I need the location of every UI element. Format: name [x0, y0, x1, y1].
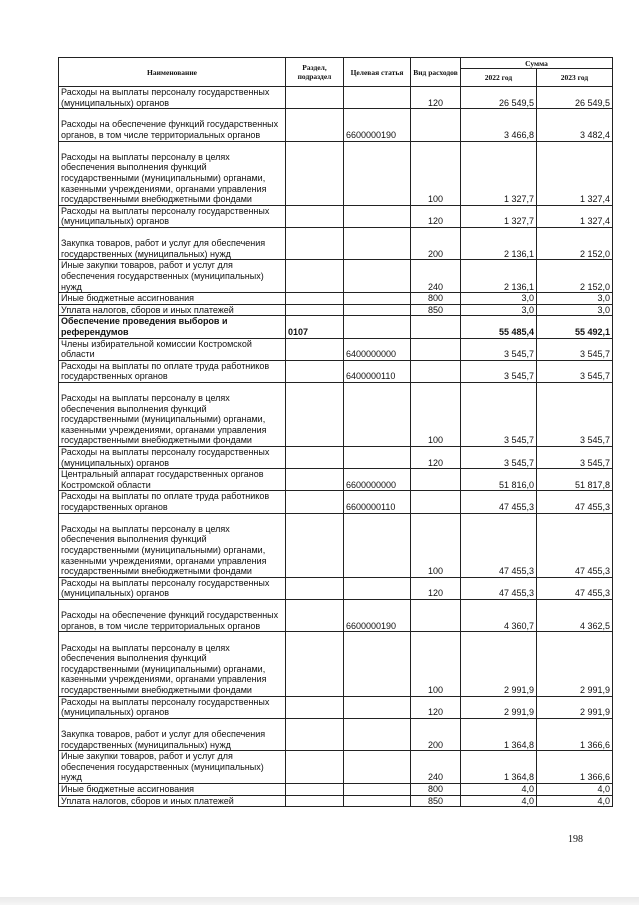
row-sum-2023-cell: 3 545,7 — [537, 338, 613, 360]
row-article-cell — [344, 696, 411, 718]
row-type-cell — [411, 469, 461, 491]
row-article-cell — [344, 205, 411, 227]
table-row — [59, 316, 613, 338]
row-sum-2023-cell: 1 366,6 — [537, 751, 613, 784]
header-year-2022: 2022 год — [461, 69, 537, 87]
table-row — [59, 696, 613, 718]
row-type-cell: 100 — [411, 141, 461, 205]
row-name-cell: Расходы на выплаты персоналу государственных (муниципальных) органов — [59, 205, 286, 227]
row-type-cell: 800 — [411, 293, 461, 305]
table-row — [59, 205, 613, 227]
row-type-cell — [411, 360, 461, 382]
row-section-cell — [286, 783, 344, 795]
row-name-cell: Иные бюджетные ассигнования — [59, 783, 286, 795]
row-name-cell: Расходы на выплаты персоналу государственных (муниципальных) органов — [59, 87, 286, 109]
row-name-cell: Уплата налогов, сборов и иных платежей — [59, 304, 286, 316]
row-name-cell: Иные закупки товаров, работ и услуг для обеспечения государственных (муниципальных) нужд — [59, 751, 286, 784]
row-type-cell — [411, 109, 461, 141]
header-name: Наименование — [59, 58, 286, 87]
row-sum-2023-cell: 3 545,7 — [537, 360, 613, 382]
table-row — [59, 469, 613, 491]
row-sum-2022-cell: 26 549,5 — [461, 87, 537, 109]
row-sum-2023-cell: 1 327,4 — [537, 205, 613, 227]
row-sum-2022-cell: 51 816,0 — [461, 469, 537, 491]
row-name-cell: Расходы на выплаты персоналу в целях обеспечения выполнения функций государственными (муниципальными) органами, казенными учреждениями, органами управления государственными внебюджетными фондами — [59, 141, 286, 205]
row-article-cell: 6600000190 — [344, 109, 411, 141]
row-section-cell — [286, 205, 344, 227]
table-row — [59, 513, 613, 577]
table-header-row — [59, 58, 613, 69]
row-type-cell — [411, 338, 461, 360]
row-sum-2023-cell: 55 492,1 — [537, 316, 613, 338]
row-sum-2023-cell: 51 817,8 — [537, 469, 613, 491]
row-sum-2022-cell: 3,0 — [461, 293, 537, 305]
row-sum-2023-cell: 3,0 — [537, 304, 613, 316]
table-row — [59, 577, 613, 599]
row-article-cell — [344, 783, 411, 795]
row-sum-2022-cell: 3 466,8 — [461, 109, 537, 141]
row-sum-2023-cell: 3,0 — [537, 293, 613, 305]
header-year-2023: 2023 год — [537, 69, 613, 87]
header-type: Вид расходов — [411, 58, 461, 87]
row-type-cell: 100 — [411, 513, 461, 577]
row-name-cell: Уплата налогов, сборов и иных платежей — [59, 795, 286, 807]
row-article-cell — [344, 795, 411, 807]
row-type-cell: 100 — [411, 382, 461, 446]
row-article-cell — [344, 447, 411, 469]
row-section-cell — [286, 304, 344, 316]
row-article-cell — [344, 316, 411, 338]
row-article-cell — [344, 293, 411, 305]
row-section-cell — [286, 447, 344, 469]
table-row — [59, 293, 613, 305]
row-type-cell — [411, 316, 461, 338]
table-row — [59, 491, 613, 513]
row-sum-2023-cell: 2 152,0 — [537, 260, 613, 293]
row-sum-2023-cell: 47 455,3 — [537, 491, 613, 513]
row-sum-2023-cell: 3 545,7 — [537, 382, 613, 446]
row-section-cell — [286, 227, 344, 259]
row-type-cell — [411, 491, 461, 513]
row-type-cell: 120 — [411, 447, 461, 469]
row-article-cell — [344, 141, 411, 205]
row-sum-2022-cell: 1 364,8 — [461, 718, 537, 750]
table-row — [59, 304, 613, 316]
row-name-cell: Расходы на выплаты персоналу в целях обеспечения выполнения функций государственными (муниципальными) органами, казенными учреждениями, органами управления государственными внебюджетными фондами — [59, 632, 286, 696]
row-article-cell: 6400000110 — [344, 360, 411, 382]
row-name-cell: Расходы на обеспечение функций государственных органов, в том числе территориальных органов — [59, 600, 286, 632]
row-type-cell: 200 — [411, 718, 461, 750]
row-article-cell — [344, 718, 411, 750]
row-name-cell: Обеспечение проведения выборов и референдумов — [59, 316, 286, 338]
row-name-cell: Расходы на выплаты персоналу государственных (муниципальных) органов — [59, 696, 286, 718]
header-article: Целевая статья — [344, 58, 411, 87]
table-row — [59, 783, 613, 795]
table-row — [59, 632, 613, 696]
row-sum-2023-cell: 2 152,0 — [537, 227, 613, 259]
table-row — [59, 109, 613, 141]
row-name-cell: Иные закупки товаров, работ и услуг для обеспечения государственных (муниципальных) нужд — [59, 260, 286, 293]
row-sum-2022-cell: 2 991,9 — [461, 632, 537, 696]
table-row — [59, 382, 613, 446]
table-row — [59, 260, 613, 293]
row-article-cell — [344, 513, 411, 577]
row-article-cell — [344, 304, 411, 316]
row-section-cell — [286, 718, 344, 750]
row-sum-2022-cell: 47 455,3 — [461, 491, 537, 513]
row-section-cell — [286, 600, 344, 632]
row-type-cell: 120 — [411, 87, 461, 109]
row-sum-2023-cell: 4,0 — [537, 795, 613, 807]
row-article-cell — [344, 382, 411, 446]
page-number: 198 — [568, 834, 583, 845]
row-sum-2023-cell: 47 455,3 — [537, 577, 613, 599]
row-sum-2023-cell: 4,0 — [537, 783, 613, 795]
row-sum-2023-cell: 47 455,3 — [537, 513, 613, 577]
row-name-cell: Закупка товаров, работ и услуг для обеспечения государственных (муниципальных) нужд — [59, 718, 286, 750]
row-type-cell: 120 — [411, 205, 461, 227]
row-type-cell: 240 — [411, 751, 461, 784]
row-section-cell — [286, 87, 344, 109]
header-sum: Сумма — [461, 58, 613, 69]
row-section-cell — [286, 360, 344, 382]
row-sum-2022-cell: 3 545,7 — [461, 447, 537, 469]
row-sum-2022-cell: 3 545,7 — [461, 360, 537, 382]
row-sum-2022-cell: 4 360,7 — [461, 600, 537, 632]
row-type-cell: 800 — [411, 783, 461, 795]
row-section-cell — [286, 382, 344, 446]
row-type-cell: 200 — [411, 227, 461, 259]
row-sum-2022-cell: 47 455,3 — [461, 577, 537, 599]
row-sum-2023-cell: 1 366,6 — [537, 718, 613, 750]
row-sum-2022-cell: 3 545,7 — [461, 338, 537, 360]
row-type-cell: 120 — [411, 577, 461, 599]
row-article-cell — [344, 577, 411, 599]
row-type-cell: 120 — [411, 696, 461, 718]
row-article-cell — [344, 632, 411, 696]
row-name-cell: Расходы на выплаты по оплате труда работников государственных органов — [59, 491, 286, 513]
budget-table — [58, 57, 613, 807]
row-sum-2023-cell: 26 549,5 — [537, 87, 613, 109]
row-type-cell — [411, 600, 461, 632]
row-article-cell: 6600000110 — [344, 491, 411, 513]
table-row — [59, 338, 613, 360]
row-section-cell — [286, 632, 344, 696]
row-name-cell: Закупка товаров, работ и услуг для обеспечения государственных (муниципальных) нужд — [59, 227, 286, 259]
row-sum-2022-cell: 2 136,1 — [461, 260, 537, 293]
row-sum-2022-cell: 1 364,8 — [461, 751, 537, 784]
row-section-cell — [286, 141, 344, 205]
table-row — [59, 227, 613, 259]
row-article-cell: 6400000000 — [344, 338, 411, 360]
row-sum-2022-cell: 3 545,7 — [461, 382, 537, 446]
row-article-cell — [344, 751, 411, 784]
table-row — [59, 600, 613, 632]
table-row — [59, 360, 613, 382]
table-row — [59, 87, 613, 109]
row-name-cell: Расходы на выплаты персоналу в целях обеспечения выполнения функций государственными (муниципальными) органами, казенными учреждениями, органами управления государственными внебюджетными фондами — [59, 513, 286, 577]
row-sum-2022-cell: 47 455,3 — [461, 513, 537, 577]
row-article-cell — [344, 260, 411, 293]
row-sum-2022-cell: 1 327,7 — [461, 141, 537, 205]
row-article-cell — [344, 87, 411, 109]
scan-edge-strip — [0, 897, 639, 905]
row-sum-2022-cell: 2 991,9 — [461, 696, 537, 718]
table-row — [59, 447, 613, 469]
row-sum-2022-cell: 2 136,1 — [461, 227, 537, 259]
row-section-cell — [286, 260, 344, 293]
row-sum-2022-cell: 3,0 — [461, 304, 537, 316]
row-sum-2022-cell: 4,0 — [461, 783, 537, 795]
row-name-cell: Расходы на выплаты по оплате труда работников государственных органов — [59, 360, 286, 382]
row-sum-2022-cell: 55 485,4 — [461, 316, 537, 338]
header-section: Раздел, подраздел — [286, 58, 344, 87]
row-sum-2022-cell: 1 327,7 — [461, 205, 537, 227]
row-article-cell: 6600000000 — [344, 469, 411, 491]
row-name-cell: Расходы на выплаты персоналу в целях обеспечения выполнения функций государственными (муниципальными) органами, казенными учреждениями, органами управления государственными внебюджетными фондами — [59, 382, 286, 446]
row-section-cell — [286, 513, 344, 577]
row-section-cell — [286, 696, 344, 718]
row-sum-2023-cell: 3 545,7 — [537, 447, 613, 469]
row-sum-2023-cell: 1 327,4 — [537, 141, 613, 205]
row-type-cell: 850 — [411, 304, 461, 316]
row-type-cell: 850 — [411, 795, 461, 807]
row-sum-2023-cell: 4 362,5 — [537, 600, 613, 632]
row-name-cell: Центральный аппарат государственных органов Костромской области — [59, 469, 286, 491]
row-article-cell — [344, 227, 411, 259]
row-name-cell: Расходы на выплаты персоналу государственных (муниципальных) органов — [59, 447, 286, 469]
row-name-cell: Члены избирательной комиссии Костромской области — [59, 338, 286, 360]
row-section-cell — [286, 751, 344, 784]
row-type-cell: 240 — [411, 260, 461, 293]
row-type-cell: 100 — [411, 632, 461, 696]
row-section-cell — [286, 491, 344, 513]
row-sum-2023-cell: 2 991,9 — [537, 696, 613, 718]
row-section-cell — [286, 795, 344, 807]
row-sum-2023-cell: 2 991,9 — [537, 632, 613, 696]
row-article-cell: 6600000190 — [344, 600, 411, 632]
row-sum-2022-cell: 4,0 — [461, 795, 537, 807]
row-section-cell — [286, 469, 344, 491]
table-row — [59, 751, 613, 784]
table-row — [59, 718, 613, 750]
row-name-cell: Иные бюджетные ассигнования — [59, 293, 286, 305]
table-row — [59, 141, 613, 205]
row-sum-2023-cell: 3 482,4 — [537, 109, 613, 141]
row-section-cell: 0107 — [286, 316, 344, 338]
table-body — [59, 87, 613, 807]
row-name-cell: Расходы на выплаты персоналу государственных (муниципальных) органов — [59, 577, 286, 599]
row-section-cell — [286, 577, 344, 599]
row-section-cell — [286, 109, 344, 141]
row-section-cell — [286, 338, 344, 360]
row-name-cell: Расходы на обеспечение функций государственных органов, в том числе территориальных органов — [59, 109, 286, 141]
table-row — [59, 795, 613, 807]
row-section-cell — [286, 293, 344, 305]
